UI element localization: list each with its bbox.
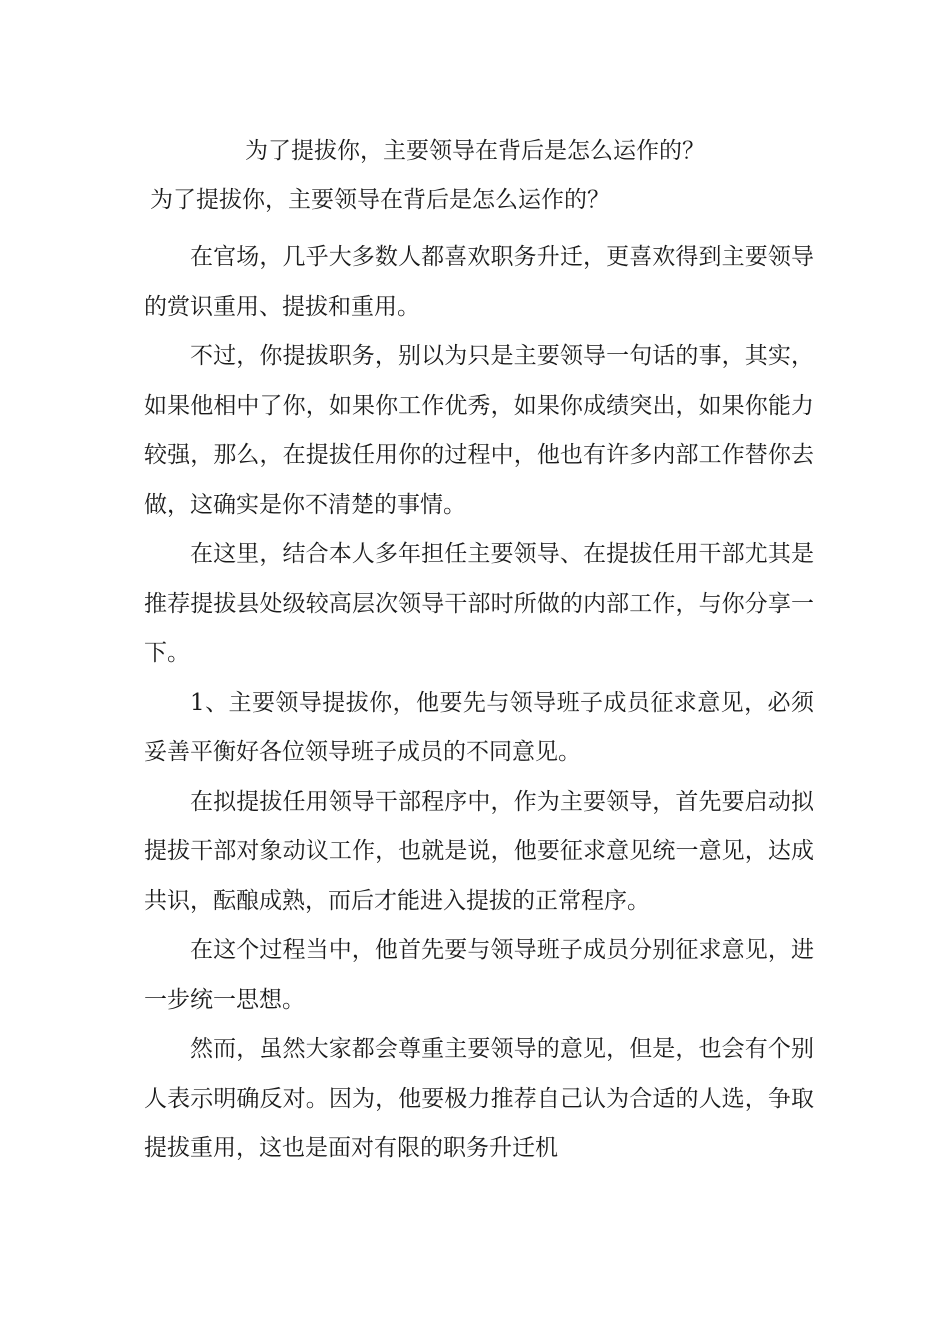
document-title: 为了提拔你，主要领导在背后是怎么运作的？ [245,138,705,164]
paragraph-2: 不过，你提拔职务，别以为只是主要领导一句话的事，其实，如果他相中了你，如果你工作优秀，如果你成绩突出，如果你能力较强，那么，在提拔任用你的过程中，他也有许多内部工作替你去做，这确实是你不清楚的事情。 [144,343,814,518]
paragraph-6: 在这个过程当中，他首先要与领导班子成员分别征求意见，进一步统一思想。 [144,937,814,1013]
document-body [144,233,814,1174]
document-subtitle: 为了提拔你，主要领导在背后是怎么运作的？ [150,187,610,213]
paragraph-4-heading: 1、主要领导提拔你，他要先与领导班子成员征求意见，必须妥善平衡好各位领导班子成员的不同意见。 [144,689,814,765]
paragraph-7: 然而，虽然大家都会尊重主要领导的意见，但是，也会有个别人表示明确反对。因为，他要极力推荐自己认为合适的人选，争取提拔重用，这也是面对有限的职务升迁机 [144,1036,814,1161]
paragraph-1: 在官场，几乎大多数人都喜欢职务升迁，更喜欢得到主要领导的赏识重用、提拔和重用。 [144,244,814,320]
paragraph-3: 在这里，结合本人多年担任主要领导、在提拔任用干部尤其是推荐提拔县处级较高层次领导干部时所做的内部工作，与你分享一下。 [144,541,814,666]
paragraph-5: 在拟提拔任用领导干部程序中，作为主要领导，首先要启动拟提拔干部对象动议工作，也就是说，他要征求意见统一意见，达成共识，酝酿成熟，而后才能进入提拔的正常程序。 [144,788,814,914]
